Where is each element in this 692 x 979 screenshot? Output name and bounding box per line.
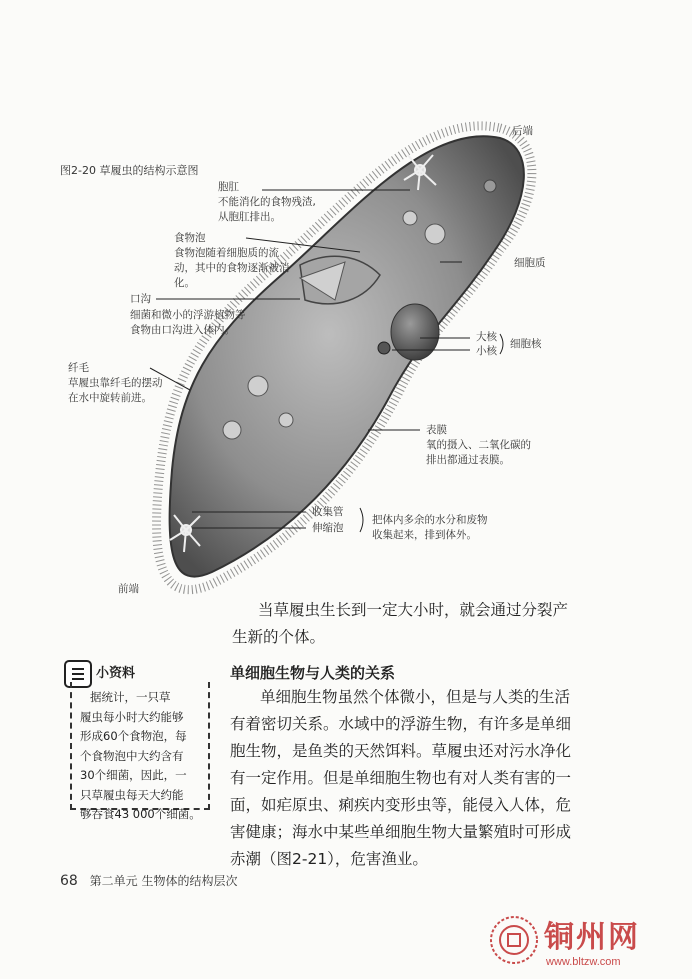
label-oral-groove: 口沟 (130, 293, 151, 305)
micronucleus-shape (378, 342, 390, 354)
page-number: 68 (60, 873, 78, 889)
label-food-vacuole-desc2: 动，其中的食物逐渐被消 (174, 262, 290, 274)
label-membrane-desc2: 排出都通过表膜。 (426, 454, 510, 466)
body-line-2: 生新的个体。 (232, 628, 326, 646)
watermark-seal-icon (488, 914, 540, 966)
label-food-vacuole-desc1: 食物泡随着细胞质的流 (174, 247, 279, 259)
food-vacuole-shape (403, 211, 417, 225)
label-anal-pore: 胞肛 (218, 181, 239, 193)
watermark-name: 铜州网 (544, 920, 640, 955)
label-cilia-desc1: 草履虫靠纤毛的摆动 (68, 377, 163, 389)
label-cilia: 纤毛 (68, 362, 89, 374)
label-vacuole-desc2: 收集起来，排到体外。 (372, 529, 477, 541)
sidebar-line: 只草履虫每天大约能 (80, 787, 184, 802)
sidebar-line: 够吞食43 000个细菌。 (80, 807, 201, 821)
label-oral-groove-desc2: 食物由口沟进入体内。 (130, 324, 235, 336)
sidebar-text (80, 688, 206, 825)
paragraph-line: 有一定作用。但是单细胞生物也有对人类有害的一 (230, 769, 572, 787)
label-contractile-vacuole: 伸缩泡 (312, 522, 344, 534)
food-vacuole-shape (425, 224, 445, 244)
macronucleus-shape (391, 304, 439, 360)
watermark (488, 912, 678, 972)
label-vacuole-desc1: 把体内多余的水分和废物 (372, 514, 488, 526)
body-line-1: 当草履虫生长到一定大小时，就会通过分裂产 (258, 601, 569, 619)
sidebar-line: 履虫每小时大约能够 (80, 709, 184, 724)
label-macronucleus: 大核 (476, 331, 497, 343)
page-footer (60, 872, 237, 889)
chapter-title: 第二单元 生物体的结构层次 (89, 874, 238, 888)
section-heading: 单细胞生物与人类的关系 (230, 664, 396, 682)
label-membrane-desc1: 氧的摄入、二氧化碳的 (426, 439, 531, 451)
food-vacuole-shape (248, 376, 268, 396)
label-food-vacuole: 食物泡 (174, 232, 206, 244)
watermark-url: www.bltzw.com (546, 956, 621, 968)
label-micronucleus: 小核 (476, 345, 497, 357)
label-cytoplasm: 细胞质 (514, 257, 546, 269)
label-food-vacuole-desc3: 化。 (174, 277, 195, 289)
sidebar-line: 个食物泡中大约含有 (80, 748, 184, 763)
sidebar-line: 形成60个食物泡，每 (80, 729, 187, 743)
label-front: 前端 (118, 583, 139, 595)
sidebar-line: 30个细菌，因此，一 (80, 768, 187, 782)
paragraph-line: 赤潮（图2-21），危害渔业。 (230, 850, 428, 868)
info-sidebar (62, 660, 212, 821)
sidebar-line: 据统计，一只草 (90, 690, 171, 704)
paragraph-line: 胞生物，是鱼类的天然饵料。草履虫还对污水净化 (230, 742, 572, 760)
label-nucleus: 细胞核 (510, 338, 542, 350)
label-cilia-desc2: 在水中旋转前进。 (68, 392, 152, 404)
paragraph-line: 有着密切关系。水域中的浮游生物，有许多是单细 (230, 715, 572, 733)
sidebar-title: 小资料 (96, 666, 136, 681)
paragraph-line: 害健康；海水中某些单细胞生物大量繁殖时可形成 (230, 823, 572, 841)
label-rear: 后端 (512, 125, 533, 137)
label-collecting-canal: 收集管 (312, 506, 344, 518)
food-vacuole-shape (279, 413, 293, 427)
food-vacuole-shape (223, 421, 241, 439)
anal-pore-shape (484, 180, 496, 192)
label-membrane: 表膜 (426, 424, 447, 436)
section-paragraph (230, 684, 610, 873)
label-anal-pore-desc2: 从胞肛排出。 (218, 211, 281, 223)
paragraph-line: 单细胞生物虽然个体微小，但是与人类的生活 (260, 688, 571, 706)
label-anal-pore-desc1: 不能消化的食物残渣, (218, 196, 316, 208)
paragraph-line: 面，如疟原虫、痢疾内变形虫等，能侵入人体，危 (230, 796, 572, 814)
label-oral-groove-desc1: 细菌和微小的浮游植物等 (130, 309, 246, 321)
figure-caption: 图2-20 草履虫的结构示意图 (60, 164, 199, 177)
